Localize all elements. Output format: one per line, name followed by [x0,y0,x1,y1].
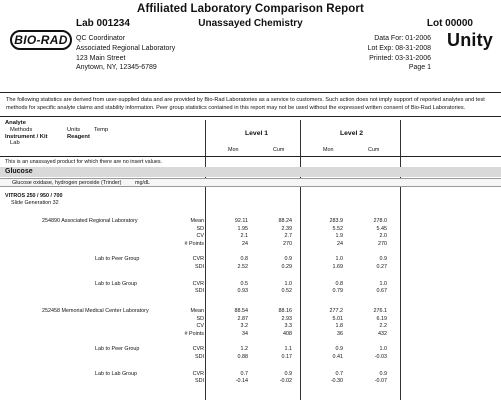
level2-header: Level 2 [340,130,364,137]
col-analyte: Analyte [5,120,26,126]
group-name: Lab to Lab Group [95,370,137,377]
stat-value: 283.9 [329,218,343,224]
stat-value: 2.7 [284,233,292,240]
col-lab: Lab [10,140,20,147]
l1-mon-header: Mon [228,147,239,153]
stat-value: 88.24 [278,218,292,224]
stat-label: CVR [192,256,204,263]
stat-value: 5.01 [332,315,343,322]
stat-value: 0.9 [335,346,343,353]
stat-label: # Points [184,240,204,247]
stat-label: CVR [192,370,204,377]
col-methods: Methods [10,126,33,133]
stat-value: 0.8 [240,256,248,263]
column-divider [300,120,301,400]
address-block [76,34,175,73]
bio-rad-logo: BIO-RAD [10,30,72,50]
stat-value: 1.0 [335,256,343,263]
unassayed-note: This is an unassayed product for which there are no insert values. [5,159,163,165]
stat-value: 277.2 [329,308,343,314]
stat-value: 2.87 [237,315,248,322]
l1-cum-header: Cum [273,147,285,153]
stat-value: 1.8 [335,323,343,330]
stat-value: 1.2 [240,346,248,353]
address-line: Associated Regional Laboratory [76,44,176,52]
lab-name: 252458 Memorial Medical Center Laboratory [42,308,149,314]
stat-label: SDI [195,354,204,360]
stat-value: 1.95 [237,225,248,232]
stat-label: CV [196,233,204,240]
header-divider [0,92,501,93]
l2-mon-header: Mon [323,147,334,153]
chemistry-name: Unassayed Chemistry [198,18,303,29]
page-number: Page 1 [408,64,431,72]
data-for: Data For: 01-2006 [374,35,431,42]
column-divider [400,120,401,400]
stat-label: SDI [195,378,204,385]
address-line: Anytown, NY, 12345-6789 [76,64,157,72]
column-headers [5,120,48,147]
stat-value: 88.16 [278,308,292,314]
analyte-name: Glucose [5,168,33,175]
report-title: Affiliated Laboratory Comparison Report [137,3,364,15]
level1-header: Level 1 [245,130,269,137]
instrument-name: VITROS 250 / 950 / 700 [5,193,63,199]
stat-value: 270 [378,240,387,247]
l2-cum-header: Cum [368,147,380,153]
lot-number: Lot 00000 [426,18,473,29]
stat-value: 0.52 [281,288,292,295]
address-line: 123 Main Street [76,54,126,62]
column-divider [205,120,206,400]
stat-value: 1.1 [284,346,292,353]
stat-value: 278.0 [373,218,387,224]
address-line: QC Coordinator [76,35,126,42]
stat-value: 6.19 [376,315,387,322]
col-reagent: Reagent [67,134,90,140]
stat-value: 34 [242,330,248,337]
stat-value: 0.9 [284,370,292,377]
stat-label: CVR [192,280,204,287]
stat-value: -0.30 [330,378,343,385]
stat-value: -0.03 [374,354,387,360]
stat-value: 270 [283,240,292,247]
stat-label: CVR [192,346,204,353]
group-name: Lab to Peer Group [95,346,140,353]
stat-value: 276.1 [373,308,387,314]
stat-value: 2.52 [237,264,248,270]
method-name: Glucose oxidase, hydrogen peroxide (Trinder) [12,180,122,186]
stat-value: 2.0 [379,233,387,240]
printed-date: Printed: 03-31-2006 [369,54,431,62]
col-instrument-kit: Instrument / Kit [5,133,48,140]
stat-value: -0.02 [279,378,292,385]
stat-value: 0.7 [240,370,248,377]
stat-value: 24 [242,240,248,247]
stat-value: 2.2 [379,323,387,330]
stat-label: # Points [184,330,204,337]
stat-value: 0.67 [376,288,387,295]
stat-value: 2.93 [281,315,292,322]
stat-value: -0.07 [374,378,387,385]
table-header-divider [0,156,501,157]
analyte-band [0,167,501,177]
stat-value: 0.41 [332,354,343,360]
stat-value: 0.5 [240,280,248,287]
stat-value: 0.27 [376,264,387,270]
method-units: mg/dL [135,180,150,186]
stat-label: Mean [190,308,204,314]
stat-value: 1.0 [379,280,387,287]
stat-label: SDI [195,288,204,295]
stat-value: 0.9 [379,256,387,263]
lot-expiry: Lot Exp: 08-31-2008 [367,44,431,52]
stat-label: SDI [195,264,204,270]
stat-value: 1.0 [379,346,387,353]
stat-value: 0.9 [379,370,387,377]
stat-value: 1.9 [335,233,343,240]
stat-value: 88.54 [234,308,248,314]
stat-value: 1.69 [332,264,343,270]
stat-value: 432 [378,330,387,337]
stat-label: Mean [190,218,204,224]
disclaimer-divider [0,116,501,117]
stat-label: SD [196,225,204,232]
lab-name: 254890 Associated Regional Laboratory [42,218,138,224]
stat-value: 36 [337,330,343,337]
lab-number: Lab 001234 [76,18,130,29]
group-name: Lab to Lab Group [95,280,137,287]
col-temp: Temp [94,127,109,133]
col-units: Units [67,127,81,133]
stat-value: 0.29 [281,264,292,270]
stat-value: 92.11 [234,218,248,224]
stat-value: 5.45 [376,225,387,232]
stat-value: 408 [283,330,292,337]
unity-logo: Unity [447,30,493,50]
stat-value: 1.0 [284,280,292,287]
stat-value: 0.93 [237,288,248,295]
stat-label: SD [196,315,204,322]
stat-value: 3.2 [240,323,248,330]
group-name: Lab to Peer Group [95,256,140,263]
stat-value: 2.39 [281,225,292,232]
stat-value: 5.52 [332,225,343,232]
stat-value: 0.79 [332,288,343,295]
instrument-generation: Slide Generation 32 [11,200,59,206]
stat-value: 0.9 [284,256,292,263]
stat-value: 3.3 [284,323,292,330]
stat-value: 0.17 [281,354,292,360]
stat-value: -0.14 [235,378,248,385]
dates-block [368,34,431,73]
stat-label: CV [196,323,204,330]
stat-value: 0.8 [335,280,343,287]
stat-value: 0.88 [237,354,248,360]
stat-value: 0.7 [335,370,343,377]
disclaimer-text: The following statistics are derived from user-supplied data and are provided by Bio-Rad Laboratories as a service to customers. Such action does not imply support of reported analytes and test methods for specific analyte claims and stability information. Peer group statistics contained in this report may not be used without the expressed written consent of Bio-Rad Laboratories. [6,97,485,111]
stat-value: 24 [337,240,343,247]
stat-value: 2.1 [240,233,248,240]
